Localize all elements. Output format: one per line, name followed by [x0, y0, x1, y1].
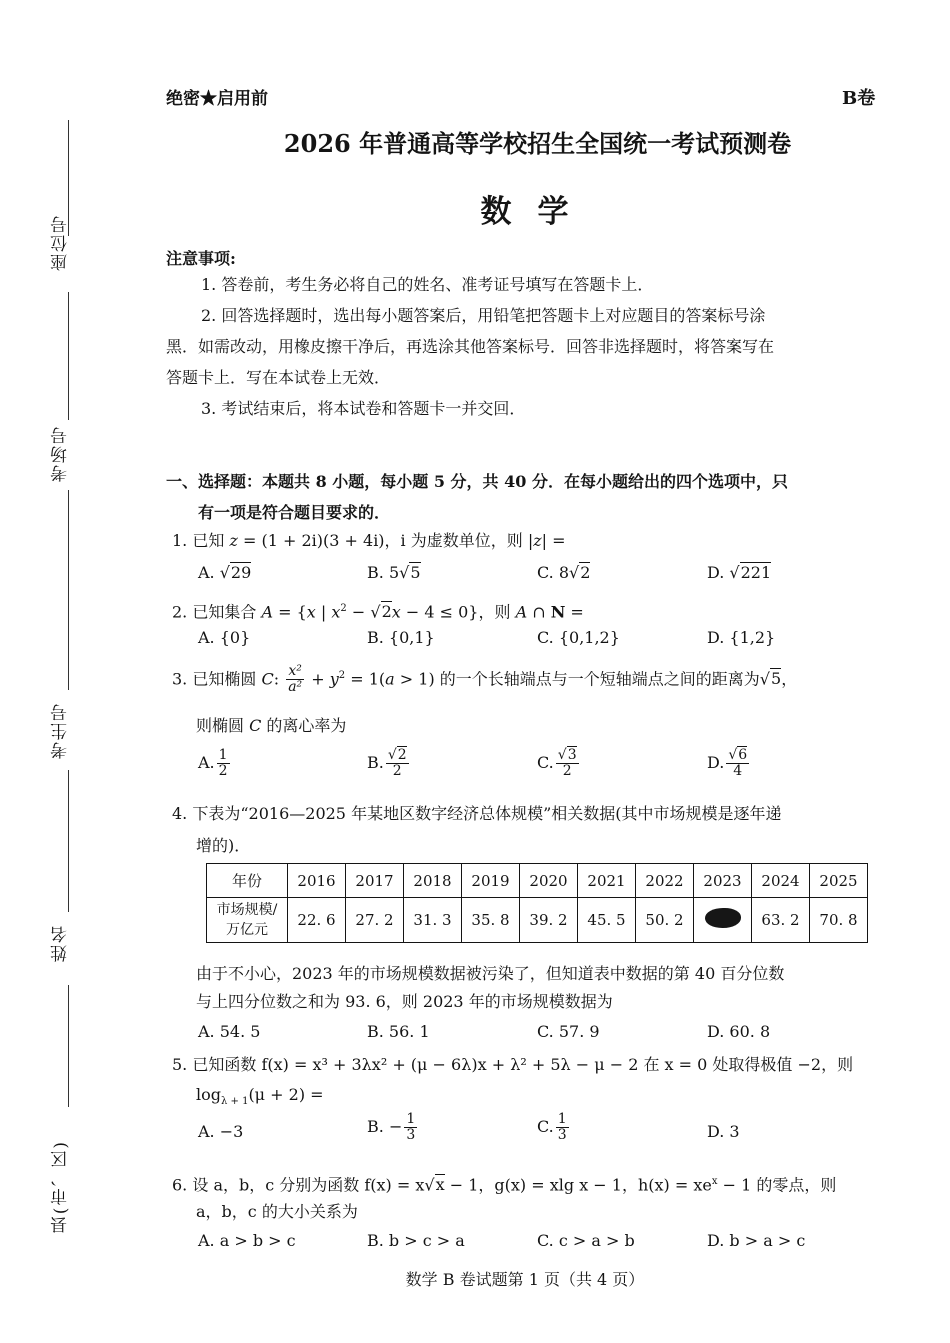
name-label: 姓名	[51, 924, 71, 962]
q6-option-b[interactable]: B. b > c > a	[367, 1231, 465, 1250]
q1-d-val: 221	[740, 563, 772, 582]
q3-d-den: 4	[733, 763, 743, 779]
q5-log: log	[196, 1085, 221, 1104]
q2-t5: − 4 ≤ 0}，则	[400, 602, 516, 622]
q2-t1: 已知集合	[192, 602, 262, 622]
value-cell: 70. 8	[810, 898, 868, 943]
q3-a-num: 1	[218, 747, 228, 763]
room-label: 考场号	[51, 425, 71, 482]
q5-log-arg: (μ + 2) =	[248, 1085, 324, 1104]
q4-option-c[interactable]: C. 57. 9	[537, 1022, 600, 1041]
q3-C2: C	[249, 716, 262, 735]
q5-line1: 已知函数 f(x) = x³ + 3λx² + (μ − 6λ)x + λ² + 5λ − μ − 2 在 x = 0 处取得极值 −2，则	[192, 1055, 854, 1074]
q5-c-num: 1	[557, 1111, 567, 1127]
scale-label-1: 市场规模/	[216, 902, 278, 918]
value-cell: 27. 2	[346, 898, 404, 943]
q2-t3: |	[315, 602, 332, 622]
q3-b-num: 2	[397, 747, 407, 763]
year-cell: 2018	[404, 864, 462, 898]
q5-c-label: C.	[537, 1117, 554, 1136]
q5-c-frac	[556, 1112, 569, 1143]
q3-fnum: x²	[286, 664, 304, 680]
q2-t2: = {	[273, 602, 307, 622]
exam-title: 2026 年普通高等学校招生全国统一考试预测卷	[283, 129, 792, 158]
q3-d-frac: $\frac{√6}{4}$	[728, 747, 748, 779]
question-4	[172, 800, 782, 828]
q2-x1: x	[306, 602, 316, 622]
q1-option-b[interactable]: B. 5√5	[367, 563, 421, 582]
note-3: 3. 考试结束后，将本试卷和答题卡一并交回．	[201, 399, 526, 418]
page-footer: 数学 B 卷试题第 1 页（共 4 页）	[405, 1270, 645, 1289]
q6-l1c: − 1 的零点，则	[717, 1175, 837, 1195]
paper-version: B卷	[842, 88, 876, 109]
q3-a-frac	[217, 748, 230, 779]
q3-t5: > 1) 的一个长轴端点与一个短轴端点之间的距离为	[394, 669, 760, 689]
q2-t4: −	[346, 602, 371, 622]
table-header-year: 年份	[207, 864, 288, 898]
q3-b-frac: $\frac{√2}{2}$	[387, 747, 407, 779]
q3-a-label: A.	[198, 753, 215, 772]
q4-line1: 下表为“2016—2025 年某地区数字经济总体规模”相关数据(其中市场规模是逐年递	[192, 804, 782, 823]
q3-c-frac: $\frac{√3}{2}$	[557, 747, 577, 779]
value-cell: 31. 3	[404, 898, 462, 943]
q3-a: a	[385, 669, 395, 689]
q4-after-2: 与上四分位数之和为 93. 6，则 2023 年的市场规模数据为	[196, 992, 613, 1011]
q2-option-d[interactable]: D. {1,2}	[707, 628, 776, 647]
q3-b-den: 2	[392, 763, 402, 779]
section-line-1: 一、选择题：本题共 8 小题，每小题 5 分，共 40 分．在每小题给出的四个选项中，只	[166, 472, 788, 491]
q5-option-c[interactable]	[537, 1112, 571, 1143]
q4-after-1: 由于不小心，2023 年的市场规模数据被污染了，但知道表中数据的第 40 百分位数	[196, 964, 785, 983]
confidential-label: 绝密★启用前	[166, 89, 268, 109]
q3-y: y	[329, 669, 339, 689]
note-2: 2. 回答选择题时，选出每小题答案后，用铅笔把答题卡上对应题目的答案标号涂	[201, 306, 766, 325]
question-2: 2. 已知集合 A = {x | $x^2 - √2x - 4 \le 0$}，则 A ∩ N =	[172, 602, 584, 622]
question-3-line2	[196, 712, 346, 740]
q3-d-num: 6	[738, 747, 748, 763]
notes-heading: 注意事项:	[166, 249, 236, 268]
q3-b-label: B.	[367, 753, 384, 772]
q4-option-b[interactable]: B. 56. 1	[367, 1022, 430, 1041]
q1-b-val: 5	[410, 563, 421, 582]
question-6-line2: a，b，c 的大小关系为	[196, 1202, 358, 1221]
q1-post: | =	[541, 531, 566, 550]
table-header-scale	[207, 898, 288, 943]
q2-t6: ∩	[527, 602, 551, 622]
q1-expr: = (1 + 2i)(3 + 4i)，i 为虚数单位，则 |	[237, 531, 534, 550]
q2-A2: A	[515, 602, 528, 622]
q3-C: C	[261, 669, 274, 689]
q5-log-base: λ + 1	[221, 1096, 249, 1108]
question-5	[172, 1051, 853, 1079]
value-cell: 45. 5	[578, 898, 636, 943]
q3-option-d[interactable]	[707, 748, 751, 779]
q2-N: N	[550, 602, 566, 622]
q3-option-a[interactable]	[198, 748, 232, 779]
q2-option-c[interactable]: C. {0,1,2}	[537, 628, 620, 647]
value-cell: 63. 2	[752, 898, 810, 943]
q3-t4: = 1(	[345, 669, 386, 689]
q3-c-label: C.	[537, 753, 554, 772]
q3-t2: :	[273, 669, 285, 689]
ink-blot	[705, 908, 741, 928]
q5-b-label: B.	[367, 1117, 384, 1136]
question-5-line2	[196, 1081, 324, 1116]
q1-c-val: 2	[580, 563, 591, 582]
year-cell: 2017	[346, 864, 404, 898]
q1-text: 已知	[192, 531, 230, 550]
q5-b-sign: −	[388, 1117, 403, 1136]
q3-c-den: 2	[562, 763, 572, 779]
q6-sup: x	[711, 1176, 718, 1187]
year-cell: 2021	[578, 864, 636, 898]
sidebar-line-3	[68, 490, 69, 690]
q1-number: 1.	[172, 531, 188, 550]
value-cell: 39. 2	[520, 898, 578, 943]
q3-l2a: 则椭圆	[196, 716, 250, 735]
q5-c-den: 3	[557, 1127, 567, 1143]
value-cell: 22. 6	[288, 898, 346, 943]
q1-option-c[interactable]: C. 8√2	[537, 563, 591, 582]
q5-b-den: 3	[406, 1127, 416, 1143]
q4-number: 4.	[172, 804, 188, 823]
county-label: 县(市、区)	[51, 1140, 71, 1234]
q2-x3: x	[391, 602, 401, 622]
question-4-line2: 增的)．	[196, 836, 251, 855]
seat-label: 座位号	[51, 214, 71, 271]
q3-c-num: 3	[567, 747, 577, 763]
q3-t3: +	[306, 669, 330, 689]
year-cell: 2022	[636, 864, 694, 898]
year-cell: 2025	[810, 864, 868, 898]
q2-sqrt: 2	[381, 602, 392, 622]
q4-option-a[interactable]: A. 54. 5	[198, 1022, 261, 1041]
note-2-cont2: 答题卡上．写在本试卷上无效．	[166, 368, 391, 387]
q6-l1a: 设 a，b，c 分别为函数 f(x) = x	[192, 1175, 425, 1195]
year-cell: 2016	[288, 864, 346, 898]
q3-number: 3.	[172, 669, 188, 689]
question-6: 6. 设 a，b，c 分别为函数 f(x) = x√x − 1，g(x) = xlg x − 1，$h(x) = xe^x - 1$ 的零点，则	[172, 1175, 837, 1195]
q5-b-num: 1	[406, 1111, 416, 1127]
q3-a-den: 2	[218, 763, 228, 779]
table-row	[207, 898, 868, 943]
q4-option-d[interactable]: D. 60. 8	[707, 1022, 771, 1041]
q2-option-a[interactable]: A. {0}	[198, 628, 251, 647]
note-1: 1. 答卷前，考生务必将自己的姓名、准考证号填写在答题卡上．	[201, 275, 654, 294]
year-cell: 2023	[694, 864, 752, 898]
q1-a-label: A.	[198, 563, 215, 582]
q6-option-a[interactable]: A. a > b > c	[198, 1231, 296, 1250]
year-cell: 2020	[520, 864, 578, 898]
note-2-cont: 黑．如需改动，用橡皮擦干净后，再选涂其他答案标号．回答非选择题时，将答案写在	[166, 337, 775, 356]
q3-option-b[interactable]	[367, 748, 411, 779]
q1-var2: z	[533, 531, 542, 550]
q5-option-b[interactable]	[367, 1112, 419, 1143]
table-row	[207, 864, 868, 898]
q3-l2b: 的离心率为	[261, 716, 347, 735]
scale-label-2: 万亿元	[226, 922, 268, 938]
examinee-label: 考生号	[51, 702, 71, 759]
q6-option-c[interactable]: C. c > a > b	[537, 1231, 635, 1250]
q5-option-d[interactable]: D. 3	[707, 1122, 740, 1141]
q2-number: 2.	[172, 602, 188, 622]
question-3: 3. 已知椭圆 C: $\frac{\text{x²}}{\text{a²}}$ + $y^2 = 1(a > 1)$ 的一个长轴端点与一个短轴端点之间的距离为√5，	[172, 663, 798, 696]
q6-number: 6.	[172, 1175, 188, 1195]
q5-number: 5.	[172, 1055, 188, 1074]
q3-t1: 已知椭圆	[192, 669, 262, 689]
q1-c-coef: 8	[558, 563, 570, 582]
q1-b-label: B.	[367, 563, 384, 582]
question-1	[172, 527, 566, 555]
q1-option-d[interactable]: D. √221	[707, 563, 772, 582]
sidebar-line-2	[68, 292, 69, 420]
q3-d-label: D.	[707, 753, 725, 772]
q1-var: z	[229, 531, 238, 550]
q3-option-c[interactable]	[537, 748, 581, 779]
year-cell: 2019	[462, 864, 520, 898]
q3-sqrt5: 5	[771, 669, 782, 689]
market-table	[206, 863, 868, 943]
sidebar-line-5	[68, 985, 69, 1107]
section-heading	[166, 466, 886, 528]
q1-c-label: C.	[537, 563, 554, 582]
q6-option-d[interactable]: D. b > a > c	[707, 1231, 806, 1250]
value-cell: 35. 8	[462, 898, 520, 943]
q2-option-b[interactable]: B. {0,1}	[367, 628, 435, 647]
q3-fden: a²	[288, 679, 303, 696]
q1-d-label: D.	[707, 563, 725, 582]
q1-b-coef: 5	[388, 563, 400, 582]
section-line-2: 有一项是符合题目要求的．	[198, 503, 391, 522]
q5-option-a[interactable]: A. −3	[198, 1122, 244, 1141]
q6-sqrt: x	[435, 1175, 445, 1195]
q6-l1b: − 1，g(x) = xlg x − 1，h(x) = xe	[444, 1175, 712, 1195]
sidebar-line-4	[68, 770, 69, 912]
q1-a-val: 29	[230, 563, 252, 582]
smudged-value-cell	[694, 898, 752, 943]
q2-t7: =	[565, 602, 584, 622]
value-cell: 50. 2	[636, 898, 694, 943]
q3-fraction	[286, 664, 304, 695]
q2-A: A	[261, 602, 274, 622]
q5-b-frac	[404, 1112, 417, 1143]
q3-t6: ，	[781, 669, 798, 689]
q2-x2: x	[331, 602, 341, 622]
year-cell: 2024	[752, 864, 810, 898]
q1-option-a[interactable]: A. √29	[198, 563, 252, 582]
subject-title: 数学	[480, 194, 595, 230]
